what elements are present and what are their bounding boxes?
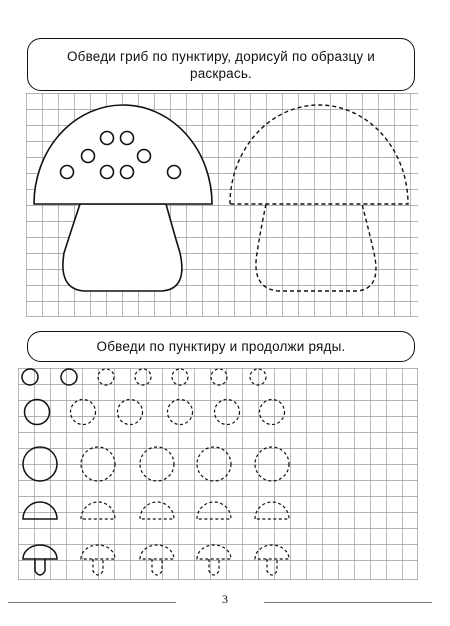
page-number: 3 bbox=[222, 592, 228, 606]
dashed-shape bbox=[250, 369, 266, 385]
dashed-shape bbox=[260, 400, 285, 425]
row-1-small-circles bbox=[22, 369, 266, 385]
dashed-shape bbox=[255, 447, 289, 481]
task-2-instruction-text: Обведи по пунктиру и продолжи ряды. bbox=[96, 339, 346, 354]
task-1-instruction-box bbox=[27, 38, 415, 91]
dashed-mushroom bbox=[230, 105, 408, 291]
solid-shape bbox=[61, 369, 77, 385]
solid-shape bbox=[23, 545, 57, 575]
dashed-shape bbox=[197, 502, 231, 519]
row-2-medium-circles bbox=[25, 400, 285, 425]
row-4-mushroom-caps bbox=[23, 502, 289, 519]
dashed-shape bbox=[197, 545, 231, 575]
dashed-mushroom-stem bbox=[256, 204, 376, 291]
dashed-shape bbox=[98, 369, 114, 385]
solid-shape bbox=[25, 400, 50, 425]
sample-mushroom-stem bbox=[63, 204, 182, 291]
dashed-shape bbox=[71, 400, 96, 425]
solid-shape bbox=[23, 447, 57, 481]
dashed-shape bbox=[215, 400, 240, 425]
rows-tracing-grid bbox=[18, 368, 418, 580]
dashed-shape bbox=[140, 447, 174, 481]
solid-shape bbox=[22, 369, 38, 385]
dashed-mushroom-cap bbox=[230, 105, 408, 204]
dashed-shape bbox=[135, 369, 151, 385]
task-2-instruction-box bbox=[27, 331, 415, 362]
mushroom-tracing-grid bbox=[26, 93, 418, 317]
dashed-shape bbox=[172, 369, 188, 385]
sample-mushroom-cap bbox=[34, 105, 212, 204]
dashed-shape bbox=[81, 502, 115, 519]
dashed-shape bbox=[255, 545, 289, 575]
dashed-shape bbox=[118, 400, 143, 425]
dashed-shape bbox=[81, 545, 115, 575]
dashed-shape bbox=[140, 545, 174, 575]
dashed-shape bbox=[255, 502, 289, 519]
row-3-large-circles bbox=[23, 447, 289, 481]
row-5-small-mushrooms bbox=[23, 545, 289, 575]
dashed-shape bbox=[81, 447, 115, 481]
solid-shape bbox=[23, 502, 57, 519]
footer-rule-right bbox=[264, 602, 432, 603]
dashed-shape bbox=[140, 502, 174, 519]
dashed-shape bbox=[197, 447, 231, 481]
dashed-shape bbox=[168, 400, 193, 425]
grid-lines bbox=[18, 368, 418, 580]
sample-mushroom bbox=[34, 105, 212, 291]
task-1-instruction-text: Обведи гриб по пунктиру, дорисуй по образцу и раскрась. bbox=[66, 48, 376, 81]
dashed-shape bbox=[211, 369, 227, 385]
